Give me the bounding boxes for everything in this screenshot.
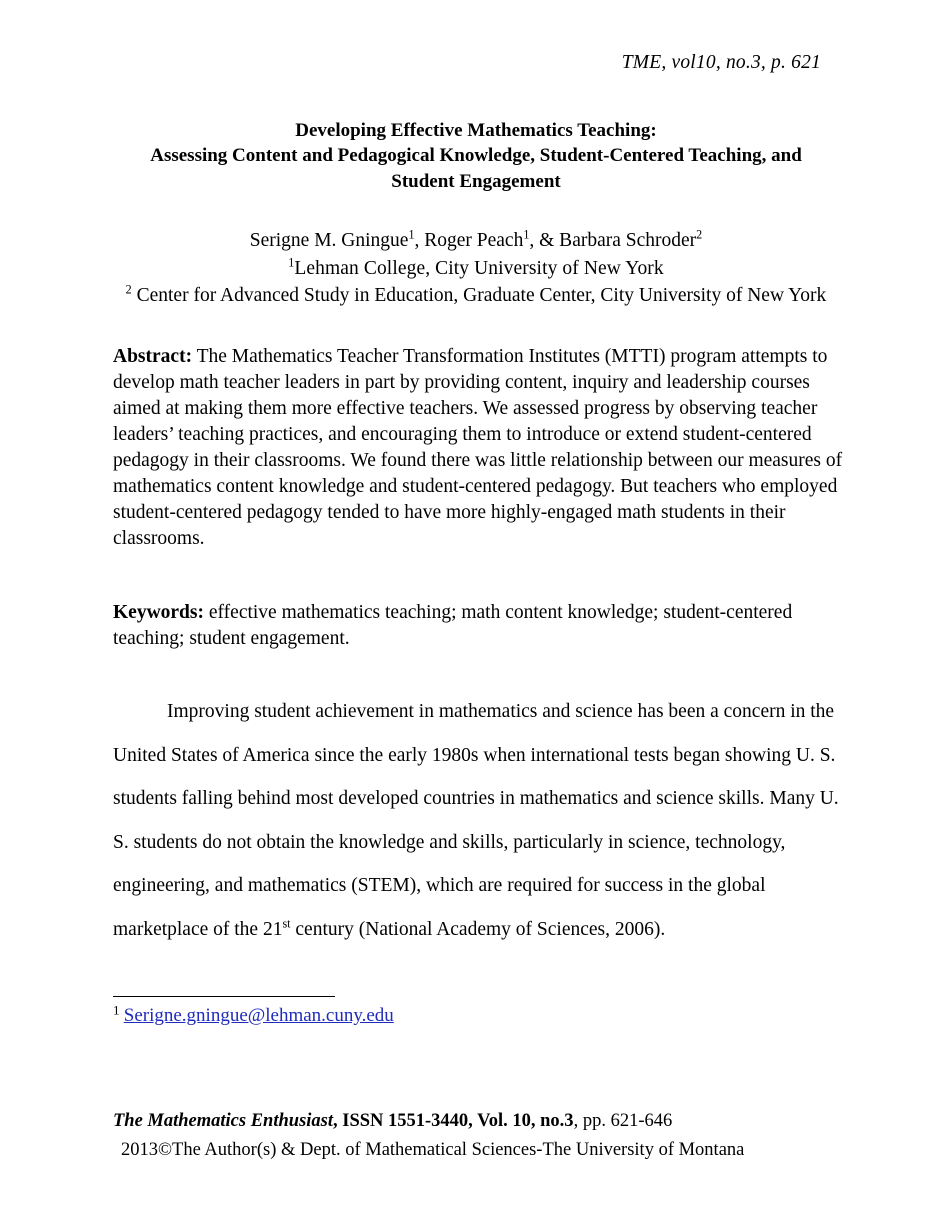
- ordinal-suffix: st: [282, 916, 291, 931]
- author-affiliation-marker-1: 1: [408, 227, 415, 242]
- keywords-text: effective mathematics teaching; math content knowledge; student-centered teaching; student engagement.: [113, 602, 793, 650]
- footnote-separator: [113, 996, 335, 997]
- author-names: [113, 227, 839, 255]
- title-line-2: Assessing Content and Pedagogical Knowledge, Student-Centered Teaching, and: [150, 145, 802, 167]
- abstract-label: Abstract:: [113, 346, 193, 367]
- footnote-email-link[interactable]: Serigne.gningue@lehman.cuny.edu: [123, 1005, 394, 1026]
- footnote-1: [113, 1002, 394, 1027]
- title-line-1: Developing Effective Mathematics Teaching:: [295, 120, 657, 141]
- body-paragraph-1-part-1: Improving student achievement in mathematics and science has been a concern in the United States of America since the early 1980s when international tests began showing U. S. students falling behind most developed countries in mathematics and science skills. Many U. S. students do not obtain the knowledge and skills, particularly in science, technology, engineering, and mathematics (STEM), which are required for success in the global marketplace of the 21: [113, 701, 839, 940]
- title-line-3: Student Engagement: [391, 170, 561, 192]
- page-range: , pp. 621-646: [573, 1111, 673, 1131]
- author-affiliation-marker-3: 2: [696, 227, 703, 242]
- affiliation-marker-2: 2: [125, 282, 132, 297]
- author-names-first: Serigne M. Gningue: [249, 230, 409, 251]
- copyright-line: 2013©The Author(s) & Dept. of Mathematical Sciences-The University of Montana: [121, 1139, 745, 1160]
- keywords-section: [113, 600, 843, 653]
- footnote-marker: 1: [113, 1002, 120, 1018]
- running-head: TME, vol10, no.3, p. 621: [621, 52, 821, 73]
- page-title: [113, 118, 839, 194]
- authors-block: [113, 227, 839, 310]
- author-affiliation-marker-2: 1: [523, 227, 530, 242]
- affiliation-2-text: Center for Advanced Study in Education, Graduate Center, City University of New York: [131, 285, 827, 307]
- affiliation-2: [113, 282, 839, 310]
- affiliation-1-text: Lehman College, City University of New York: [294, 257, 664, 279]
- affiliation-marker-1: 1: [288, 255, 295, 270]
- abstract-section: [113, 344, 843, 552]
- body-paragraph-1: [113, 690, 843, 952]
- abstract-text: The Mathematics Teacher Transformation Institutes (MTTI) program attempts to develop math teacher leaders in part by providing content, inquiry and leadership courses aimed at making them more effective teachers. We assessed progress by observing teacher leaders’ teaching practices, and encouraging them to introduce or extend student-centered pedagogy in their classrooms. We found there was little relationship between our measures of mathematics content knowledge and student-centered pedagogy. But teachers who employed student-centered pedagogy tended to have more highly-engaged math students in their classrooms.: [113, 346, 843, 550]
- affiliation-1: [113, 255, 839, 283]
- journal-issn: , ISSN 1551-3440, Vol. 10, no.3: [333, 1111, 574, 1131]
- journal-name: The Mathematics Enthusiast: [113, 1111, 333, 1131]
- author-names-second: , Roger Peach: [414, 230, 524, 251]
- author-names-third: , & Barbara Schroder: [529, 230, 697, 251]
- keywords-label: Keywords:: [113, 602, 204, 623]
- body-paragraph-1-part-2: century (National Academy of Sciences, 2006).: [290, 918, 666, 940]
- page-footer: [113, 1108, 873, 1164]
